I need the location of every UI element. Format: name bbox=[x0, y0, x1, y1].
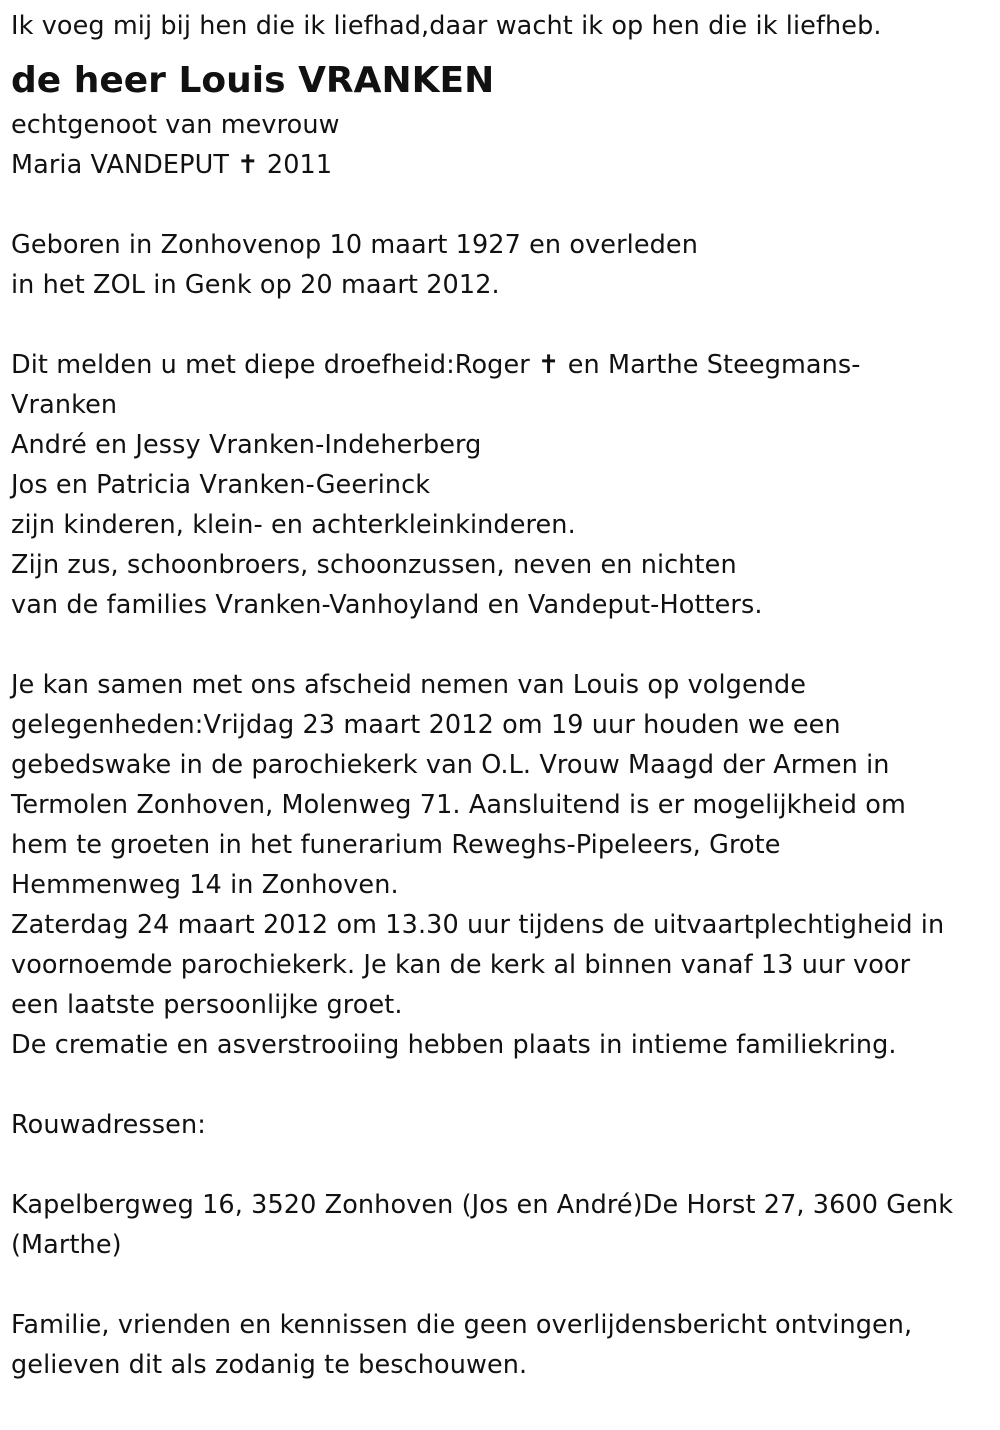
ceremony-block bbox=[11, 665, 986, 1065]
ceremony-line: hem te groeten in het funerarium Reweghs-Pipeleers, Grote bbox=[11, 830, 781, 860]
family-line: André en Jessy Vranken-Indeherberg bbox=[11, 430, 482, 460]
family-block bbox=[11, 345, 986, 625]
addresses-block bbox=[11, 1185, 986, 1265]
closing-line: gelieven dit als zodanig te beschouwen. bbox=[11, 1350, 528, 1380]
ceremony-line: Je kan samen met ons afscheid nemen van Louis op volgende bbox=[11, 670, 807, 700]
family-line: Dit melden u met diepe droefheid:Roger ✝ en Marthe Steegmans- bbox=[11, 350, 861, 380]
ceremony-line: Termolen Zonhoven, Molenweg 71. Aansluitend is er mogelijkheid om bbox=[11, 790, 906, 820]
ceremony-line: gebedswake in de parochiekerk van O.L. Vrouw Maagd der Armen in bbox=[11, 750, 890, 780]
ceremony-line: De crematie en asverstrooiing hebben plaats in intieme familiekring. bbox=[11, 1030, 897, 1060]
spacer bbox=[11, 1265, 986, 1305]
obituary-notice bbox=[11, 0, 986, 1385]
ceremony-line: Zaterdag 24 maart 2012 om 13.30 uur tijdens de uitvaartplechtigheid in bbox=[11, 910, 945, 940]
birth-death-line: in het ZOL in Genk op 20 maart 2012. bbox=[11, 270, 500, 300]
family-line: Jos en Patricia Vranken-Geerinck bbox=[11, 470, 431, 500]
spouse-block bbox=[11, 105, 986, 185]
family-line: zijn kinderen, klein- en achterkleinkinderen. bbox=[11, 510, 576, 540]
spacer bbox=[11, 305, 986, 345]
addresses-label: Rouwadressen: bbox=[11, 1110, 206, 1140]
ceremony-line: Hemmenweg 14 in Zonhoven. bbox=[11, 870, 399, 900]
spouse-line: echtgenoot van mevrouw bbox=[11, 110, 340, 140]
spacer bbox=[11, 185, 986, 225]
birth-death-line: Geboren in Zonhovenop 10 maart 1927 en overleden bbox=[11, 230, 698, 260]
spacer bbox=[11, 1145, 986, 1185]
ceremony-line: gelegenheden:Vrijdag 23 maart 2012 om 19 uur houden we een bbox=[11, 710, 841, 740]
spacer bbox=[11, 625, 986, 665]
family-line: van de families Vranken-Vanhoyland en Vandeput-Hotters. bbox=[11, 590, 763, 620]
spouse-line: Maria VANDEPUT ✝ 2011 bbox=[11, 150, 333, 180]
closing-block bbox=[11, 1305, 986, 1385]
ceremony-line: voornoemde parochiekerk. Je kan de kerk al binnen vanaf 13 uur voor bbox=[11, 950, 911, 980]
closing-line: Familie, vrienden en kennissen die geen overlijdensbericht ontvingen, bbox=[11, 1310, 913, 1340]
family-line: Zijn zus, schoonbroers, schoonzussen, neven en nichten bbox=[11, 550, 737, 580]
deceased-name: de heer Louis VRANKEN bbox=[11, 60, 495, 101]
birth-death-block bbox=[11, 225, 986, 305]
spacer bbox=[11, 1065, 986, 1105]
motto-text: Ik voeg mij bij hen die ik liefhad,daar wacht ik op hen die ik liefheb. bbox=[11, 11, 882, 41]
address-line: Kapelbergweg 16, 3520 Zonhoven (Jos en André)De Horst 27, 3600 Genk bbox=[11, 1190, 954, 1220]
ceremony-line: een laatste persoonlijke groet. bbox=[11, 990, 403, 1020]
address-line: (Marthe) bbox=[11, 1230, 122, 1260]
family-line: Vranken bbox=[11, 390, 118, 420]
